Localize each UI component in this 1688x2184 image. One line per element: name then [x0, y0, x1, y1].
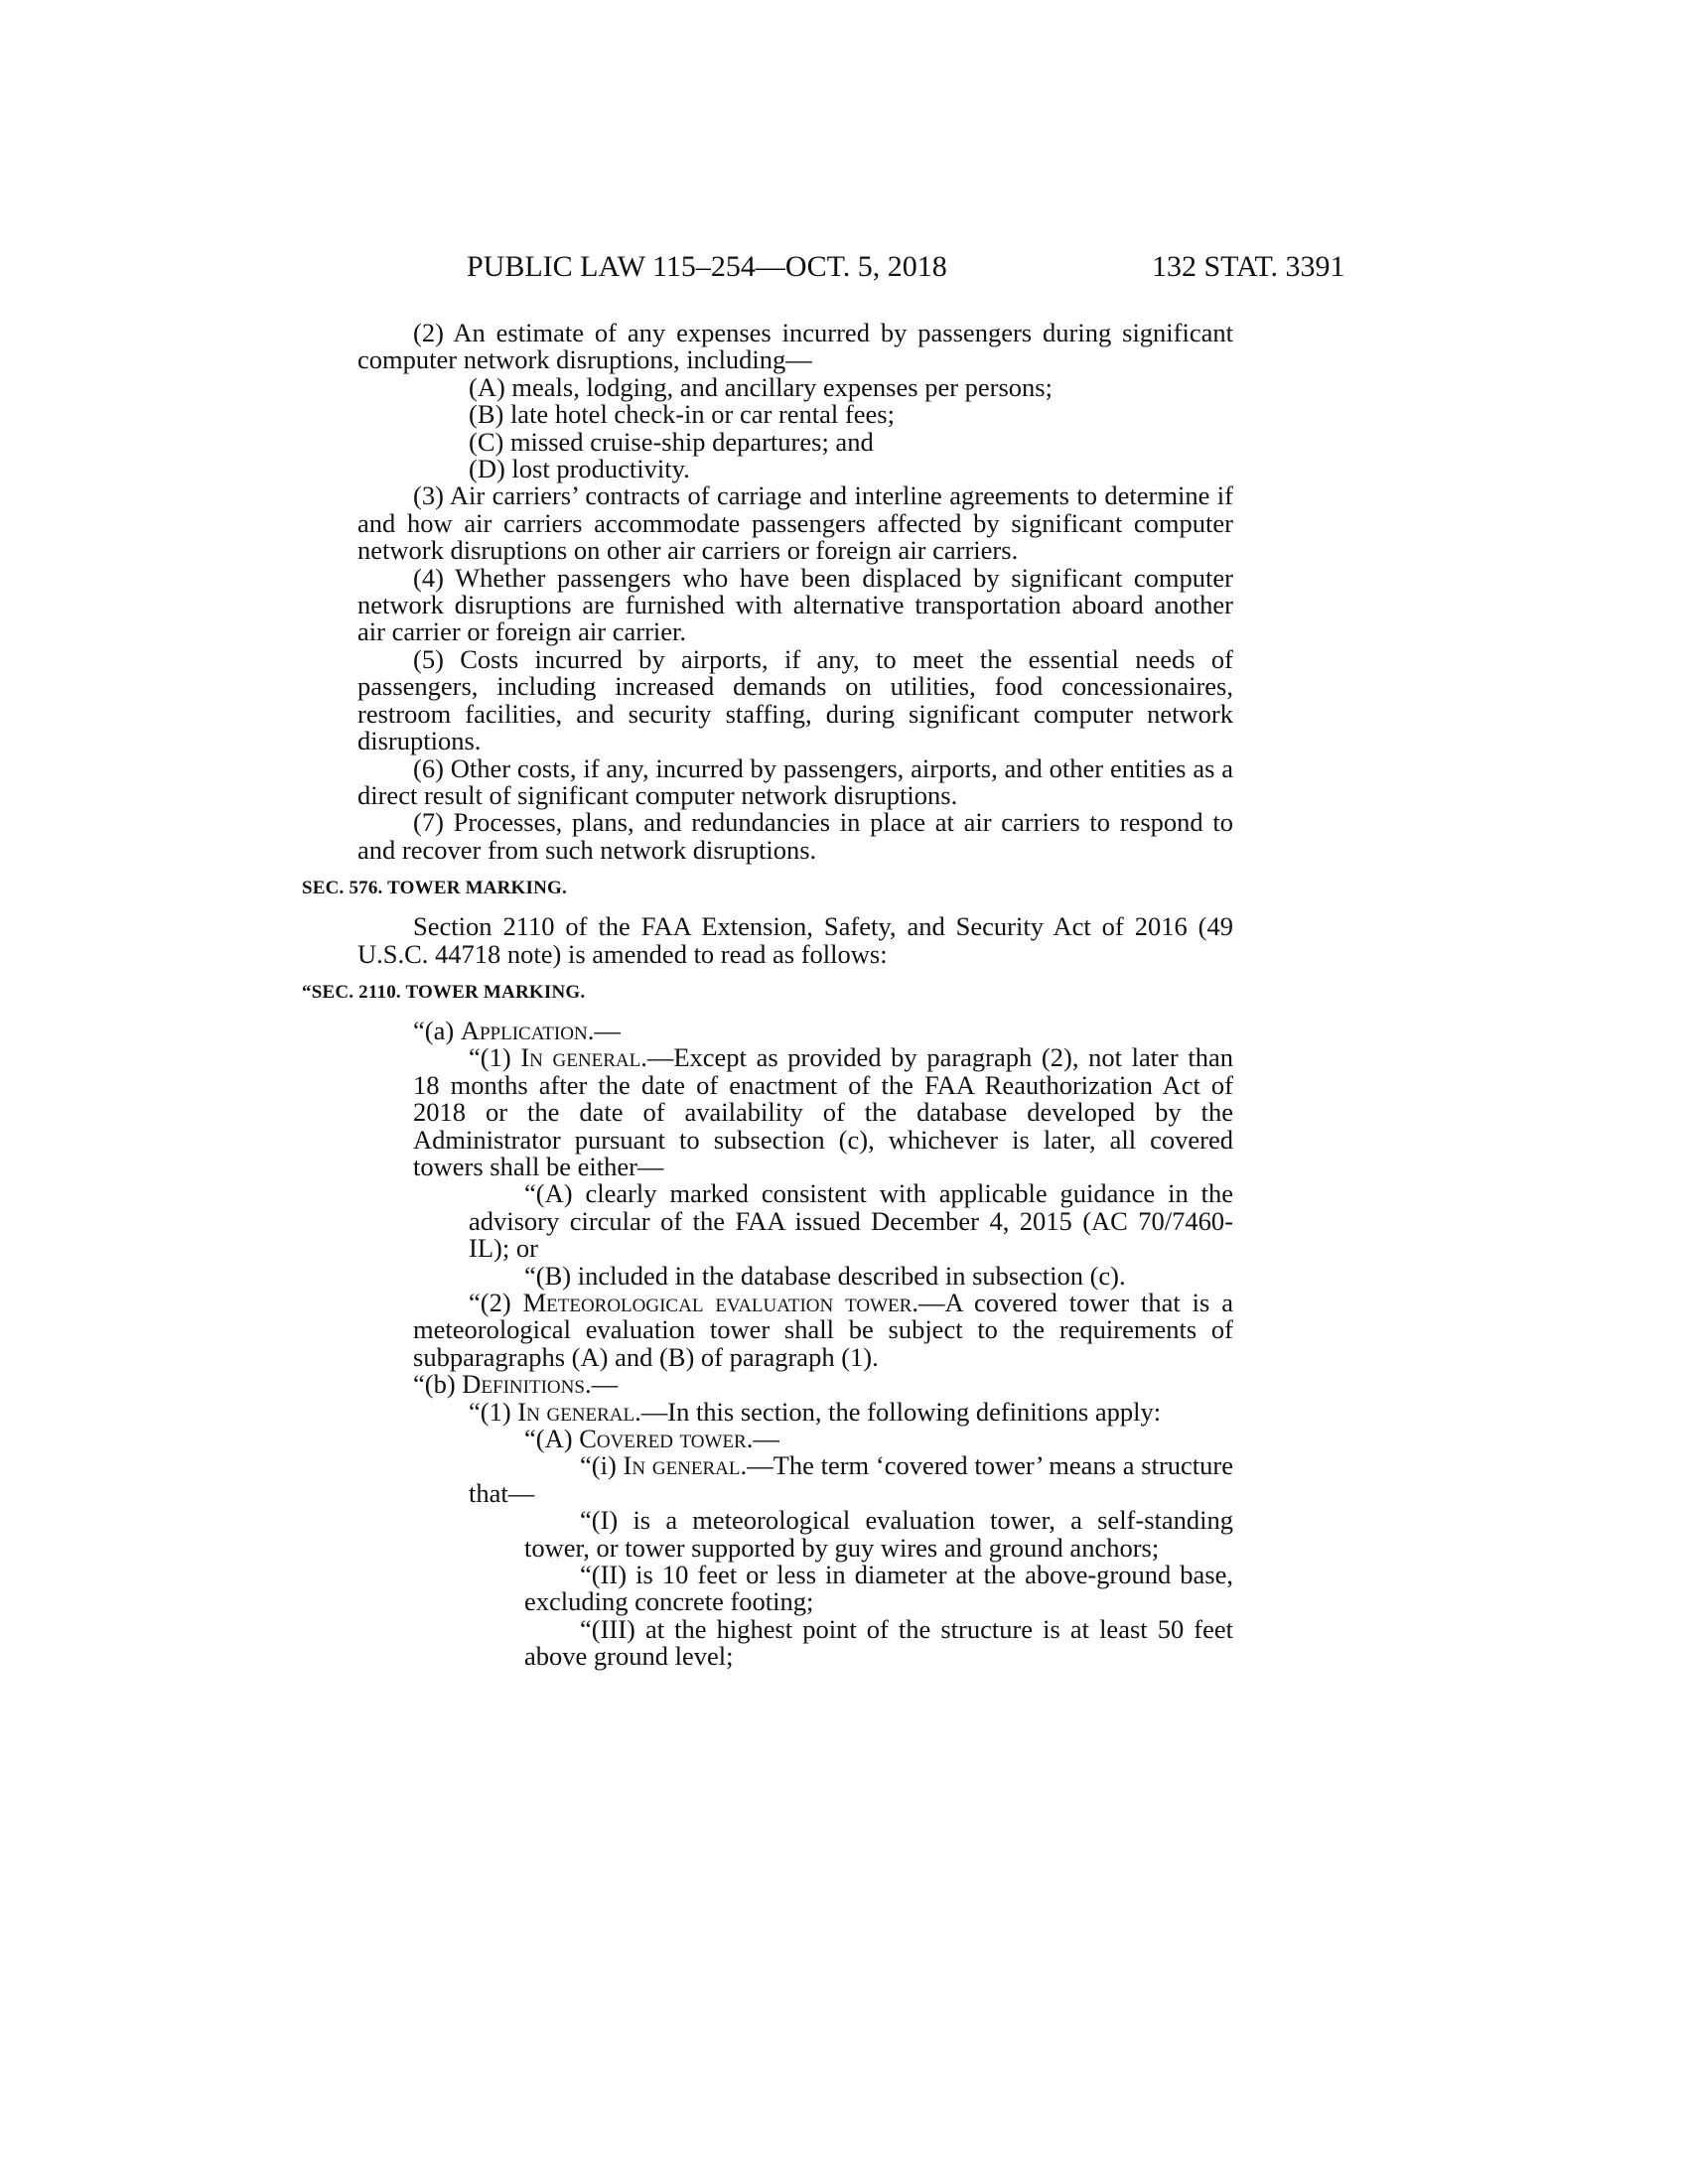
- paragraph-7: (7) Processes, plans, and redundancies in place at air carriers to respond to and recover from such network disruptions.: [357, 807, 1233, 865]
- section-576-heading: SEC. 576. TOWER MARKING.: [302, 878, 567, 899]
- paragraph-2-item-a: (A) meals, lodging, and ancillary expenses per persons;: [469, 371, 1053, 402]
- paragraph-2-item-b: (B) late hotel check-in or car rental fees;: [469, 399, 895, 430]
- paragraph-2-item-c: (C) missed cruise-ship departures; and: [469, 426, 874, 457]
- paragraph-4: (4) Whether passengers who have been displaced by significant computer network disruptions are furnished with alternative transportation aboard another air carrier or foreign air carrier.: [357, 562, 1233, 647]
- statute-page-number: 132 STAT. 3391: [1152, 250, 1345, 283]
- subsection-a-heading: “(a) Application.—: [413, 1015, 621, 1045]
- clause-i: “(i) In general.—The term ‘covered tower’ means a structure that—: [469, 1450, 1234, 1508]
- paragraph-5: (5) Costs incurred by airports, if any, to meet the essential needs of passengers, including increased demands on utilities, food concessionaires, restroom facilities, and security staffing, during significant computer network disruptions.: [357, 643, 1233, 756]
- subclause-II: “(II) is 10 feet or less in diameter at the above-ground base, excluding concrete footing;: [524, 1560, 1233, 1617]
- subsection-a-paragraph-2: “(2) Meteorological evaluation tower.—A covered tower that is a meteorological evaluation tower shall be subject to the requirements of subparagraphs (A) and (B) of paragraph (1).: [413, 1288, 1233, 1372]
- subclause-III: “(III) at the highest point of the structure is at least 50 feet above ground level;: [524, 1613, 1233, 1672]
- subclause-I: “(I) is a meteorological evaluation tower, a self-standing tower, or tower supported by guy wires and ground anchors;: [524, 1505, 1233, 1563]
- paragraph-2: (2) An estimate of any expenses incurred by passengers during significant computer network disruptions, including—: [357, 318, 1233, 375]
- subsection-a-paragraph-1-B: “(B) included in the database described in subsection (c).: [524, 1260, 1126, 1291]
- running-header-title: PUBLIC LAW 115–254—OCT. 5, 2018: [467, 250, 947, 283]
- section-2110-heading: “SEC. 2110. TOWER MARKING.: [302, 981, 586, 1003]
- paragraph-2-item-d: (D) lost productivity.: [469, 454, 690, 484]
- subsection-b-paragraph-1: “(1) In general.—In this section, the following definitions apply:: [469, 1396, 1162, 1427]
- subsection-b-paragraph-1-A-heading: “(A) Covered tower.—: [524, 1424, 779, 1454]
- paragraph-3: (3) Air carriers’ contracts of carriage and interline agreements to determine if and how air carriers accommodate passengers affected by significant computer network disruptions on other air carriers or foreign air carriers.: [357, 480, 1233, 566]
- text-column: [302, 318, 1234, 1672]
- paragraph-6: (6) Other costs, if any, incurred by passengers, airports, and other entities as a direct result of significant computer network disruptions.: [357, 752, 1233, 810]
- page-body: [302, 320, 1376, 1671]
- subsection-b-heading: “(b) Definitions.—: [413, 1369, 619, 1400]
- section-576-text: Section 2110 of the FAA Extension, Safety, and Security Act of 2016 (49 U.S.C. 44718 note) is amended to read as follows:: [357, 911, 1233, 969]
- subsection-a-paragraph-1: “(1) In general.—Except as provided by paragraph (2), not later than 18 months after the date of enactment of the FAA Reauthorization Act of 2018 or the date of availability of the database developed by the Administrator pursuant to subsection (c), whichever is later, all covered towers shall be either—: [413, 1042, 1233, 1181]
- subsection-a-paragraph-1-A: “(A) clearly marked consistent with applicable guidance in the advisory circular of the FAA issued December 4, 2015 (AC 70/7460-IL); or: [469, 1178, 1233, 1264]
